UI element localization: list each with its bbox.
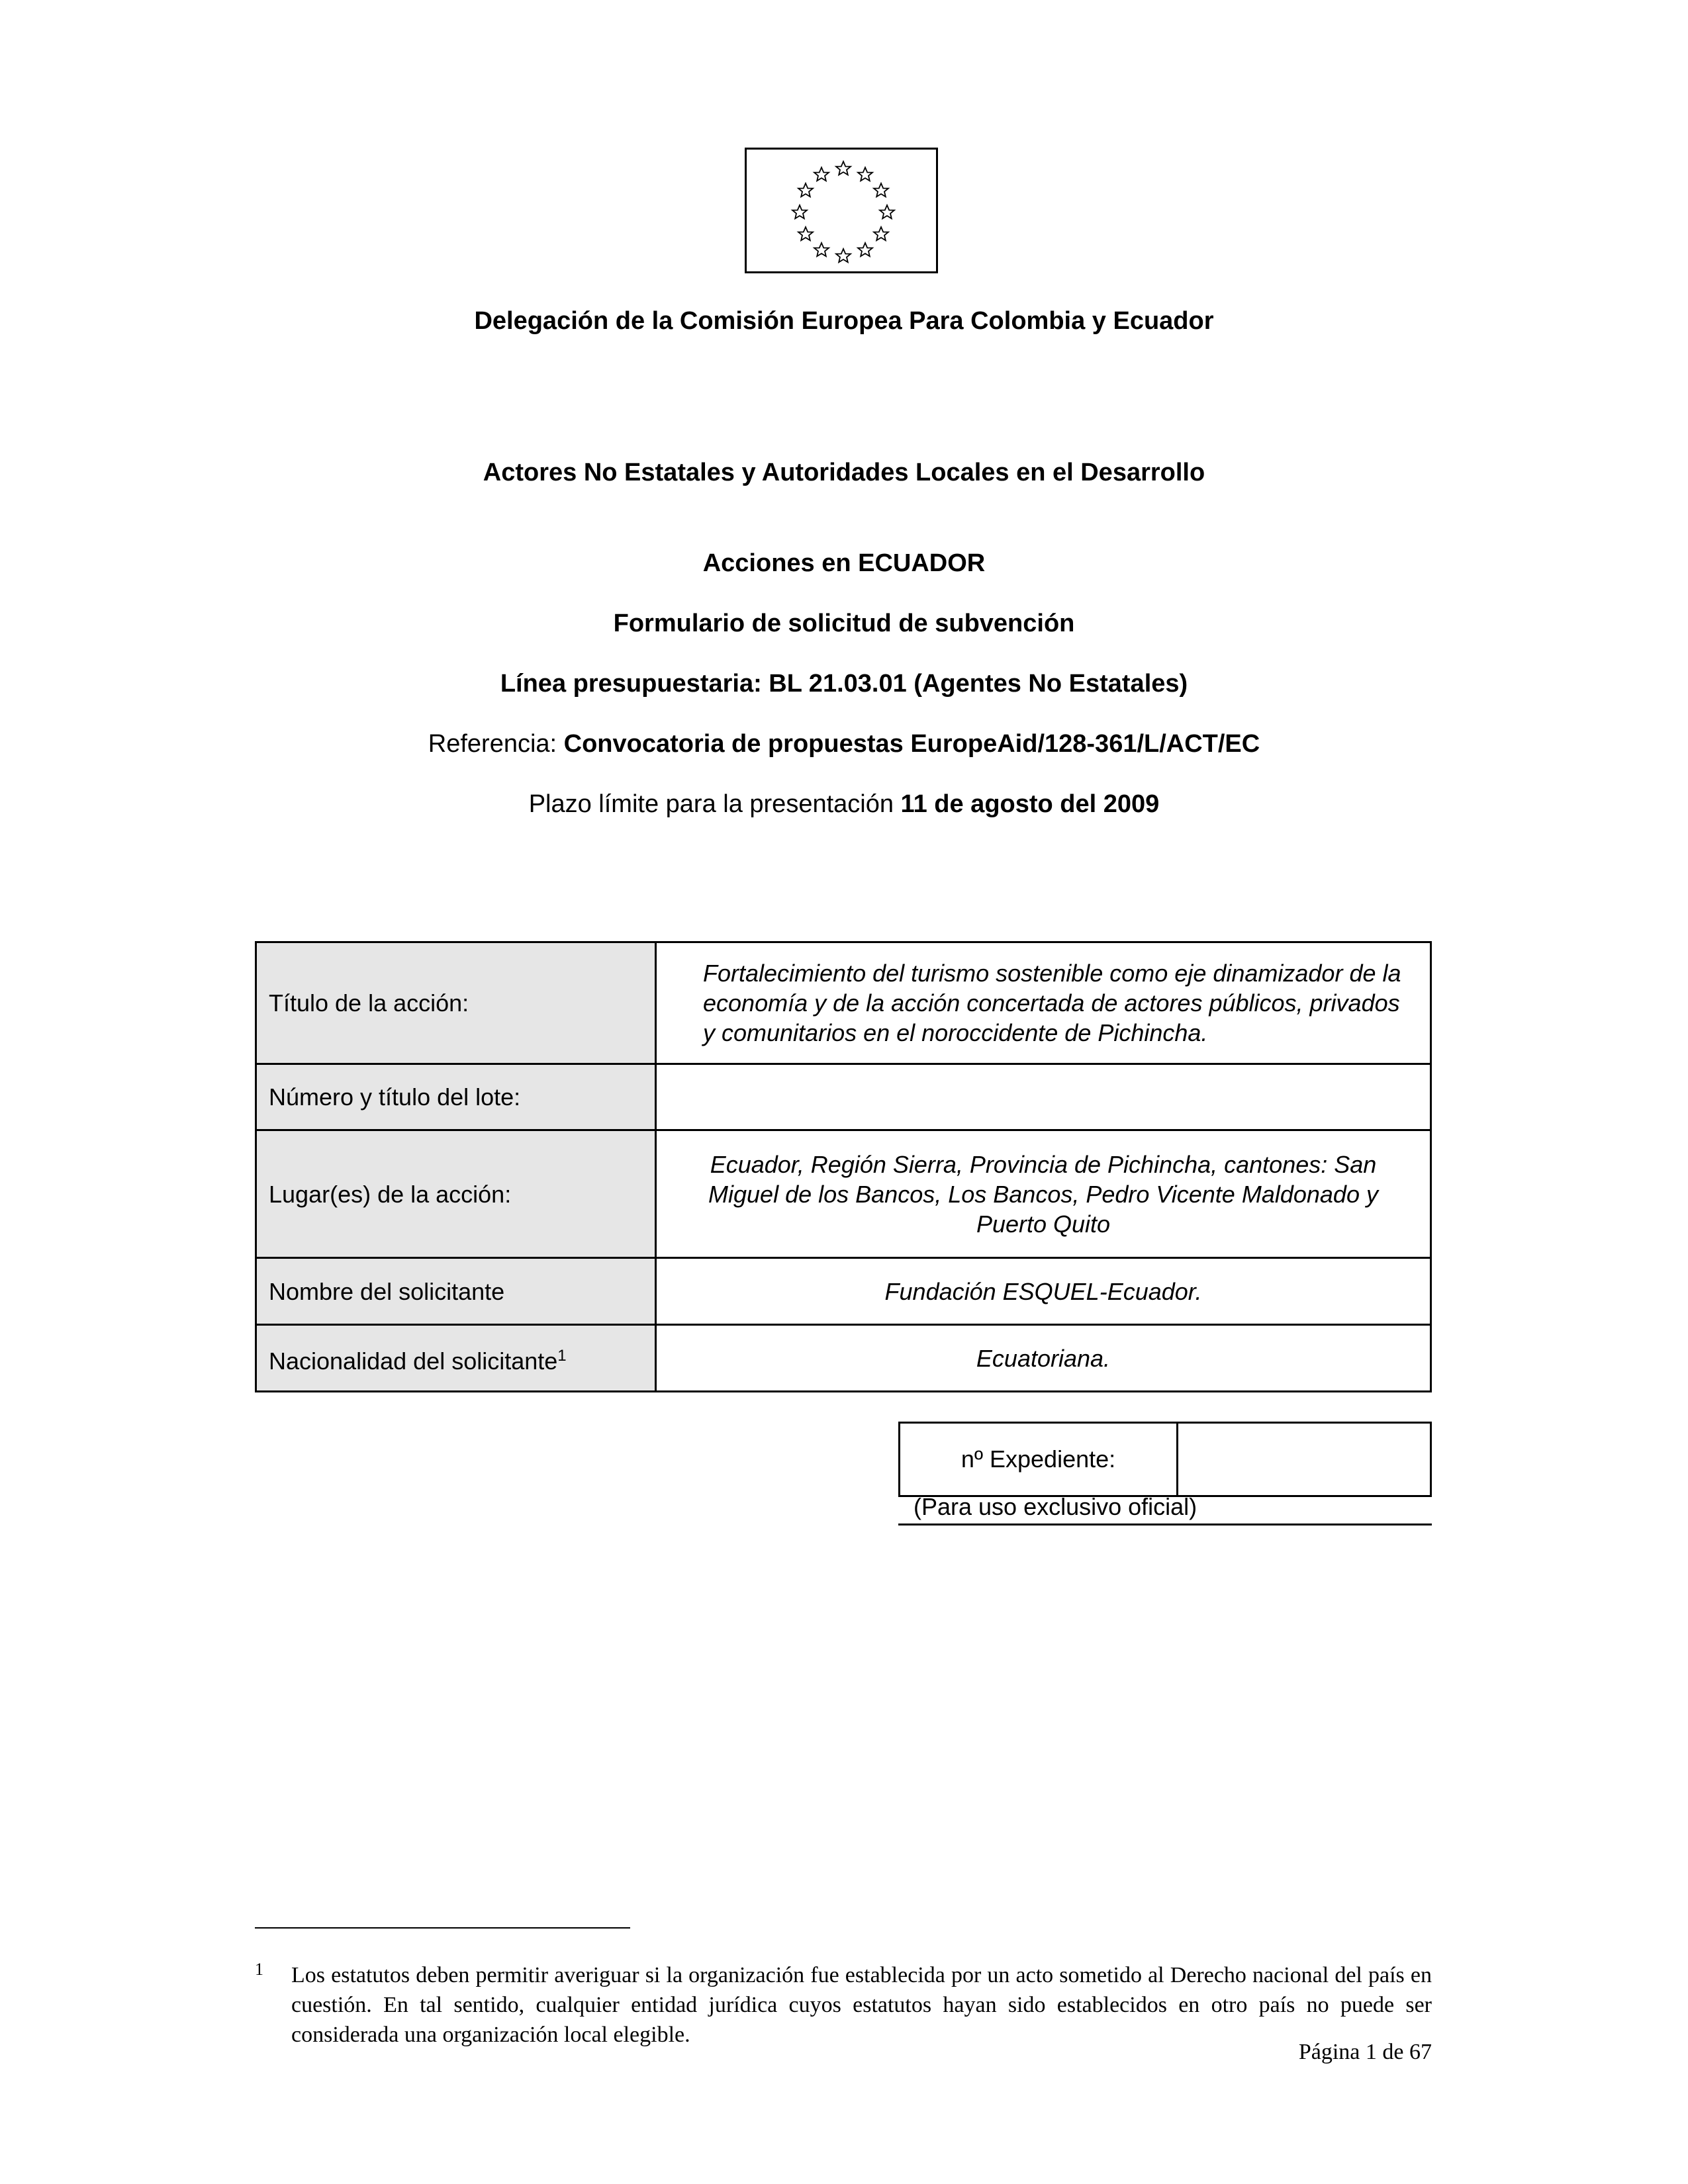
delegation-heading: Delegación de la Comisión Europea Para Colombia y Ecuador <box>474 307 1214 335</box>
table-row <box>256 1325 1431 1392</box>
programme-heading: Actores No Estatales y Autoridades Locales en el Desarrollo <box>483 459 1205 486</box>
footnote-text: Los estatutos deben permitir averiguar si la organización fue establecida por un acto sometido al Derecho nacional del país en cuestión. En tal sentido, cualquier entidad jurídica cuyos estatutos hayan sido establecidos en otro país no puede ser considerada una organización local elegible. <box>291 1963 1432 2047</box>
budget-line: Línea presupuestaria: BL 21.03.01 (Agentes No Estatales) <box>500 670 1188 698</box>
footnote-ref: 1 <box>557 1346 567 1365</box>
table-row <box>256 1064 1431 1130</box>
form-title: Formulario de solicitud de subvención <box>613 610 1075 637</box>
nationality-label: Nacionalidad del solicitante <box>269 1347 558 1375</box>
expediente-label: nº Expediente: <box>900 1423 1178 1496</box>
deadline-value: 11 de agosto del 2009 <box>900 790 1160 818</box>
row-label: Número y título del lote: <box>256 1064 656 1130</box>
expediente-underline <box>898 1524 1432 1525</box>
application-summary-table <box>255 941 1432 1392</box>
expediente-field[interactable] <box>1178 1423 1431 1496</box>
reference-line <box>0 730 1688 758</box>
table-row <box>256 1130 1431 1258</box>
table-row <box>256 942 1431 1064</box>
row-label: Lugar(es) de la acción: <box>256 1130 656 1258</box>
footnote-separator <box>255 1927 630 1929</box>
expediente-box <box>898 1422 1432 1497</box>
page-number: Página 1 de 67 <box>1298 2040 1432 2064</box>
nationality-value: Ecuatoriana. <box>656 1325 1431 1392</box>
reference-value: Convocatoria de propuestas EuropeAid/128-361/L/ACT/EC <box>563 730 1260 758</box>
row-label <box>256 1325 656 1392</box>
action-title-value: Fortalecimiento del turismo sostenible como eje dinamizador de la economía y de la acción concertada de actores públicos, privados y comunitarios en el noroccidente de Pichincha. <box>656 942 1431 1064</box>
location-value: Ecuador, Región Sierra, Provincia de Pichincha, cantones: San Miguel de los Bancos, Los Bancos, Pedro Vicente Maldonado y Puerto Quito <box>656 1130 1431 1258</box>
eu-flag-logo <box>745 148 938 273</box>
row-label: Nombre del solicitante <box>256 1258 656 1325</box>
row-label: Título de la acción: <box>256 942 656 1064</box>
eu-stars-icon <box>747 150 940 275</box>
actions-heading: Acciones en ECUADOR <box>702 549 986 577</box>
footnote-mark: 1 <box>255 1960 263 1979</box>
deadline-label: Plazo límite para la presentación <box>528 790 901 818</box>
deadline-line <box>0 790 1688 819</box>
table-row <box>256 1258 1431 1325</box>
official-use-note: (Para uso exclusivo oficial) <box>914 1493 1197 1520</box>
lot-value <box>656 1064 1431 1130</box>
reference-label: Referencia: <box>428 730 564 758</box>
applicant-name-value: Fundación ESQUEL-Ecuador. <box>656 1258 1431 1325</box>
